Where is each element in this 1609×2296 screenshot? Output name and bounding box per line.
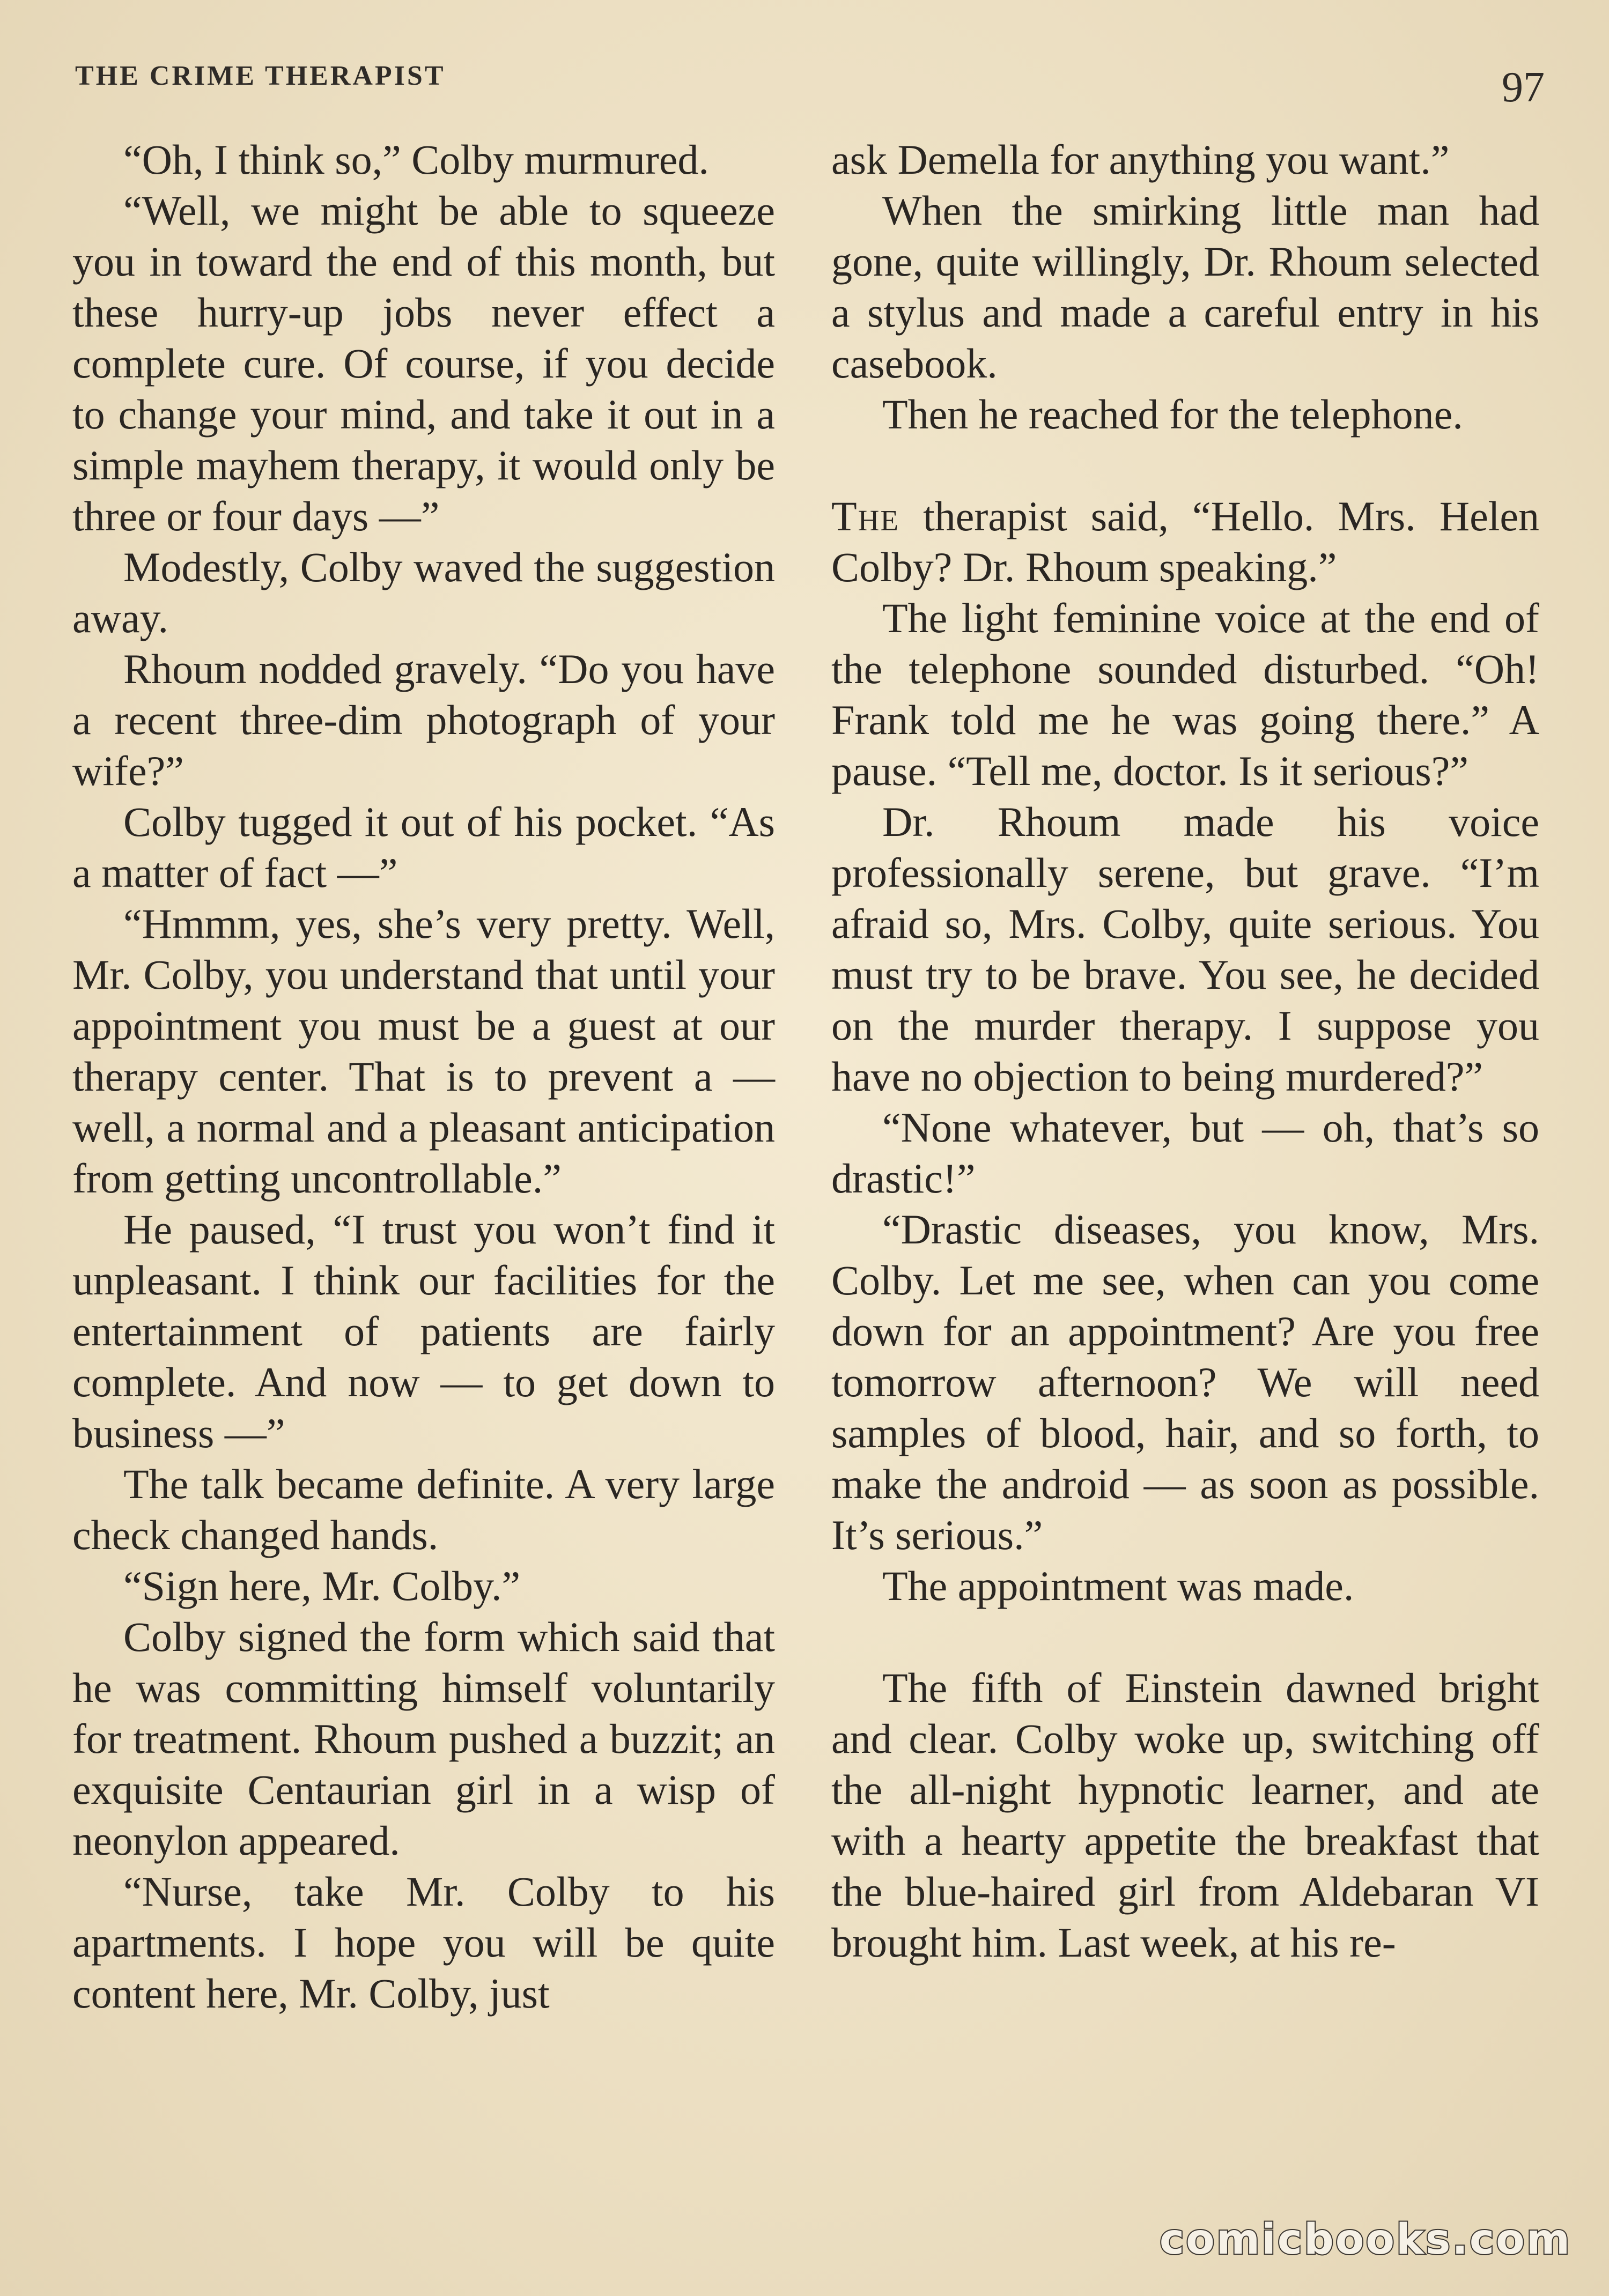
paragraph: “Sign here, Mr. Colby.” (123, 1562, 521, 1609)
paragraph: He paused, “I trust you won’t find it unpleasant. I think our facilities for the entertainment of patients are fairly complete. And now — to get down to business —” (72, 1206, 775, 1456)
paragraph: “Drastic diseases, you know, Mrs. Colby. Let me see, when can you come down for an appointment? Are you free tomorrow afternoon? We will need samples of blood, hair, and so forth, to make the android — as soon as possible. It’s serious.” (831, 1206, 1539, 1558)
paragraph: Then he reached for the telephone. (882, 391, 1463, 438)
paragraph: “Oh, I think so,” Colby murmured. (123, 136, 709, 183)
paragraph: The talk became definite. A very large check changed hands. (72, 1461, 775, 1558)
paragraph: “None whatever, but — oh, that’s so drastic!” (831, 1104, 1539, 1202)
page-number: 97 (1502, 64, 1545, 111)
paragraph: Dr. Rhoum made his voice professionally serene, but grave. “I’m afraid so, Mrs. Colby, quite serious. You must try to be brave. You see, he decided on the murder therapy. I suppose you have no objection to being murdered?” (831, 798, 1539, 1100)
paragraph: “Hmmm, yes, she’s very pretty. Well, Mr. Colby, you understand that until your appointment you must be a guest at our therapy center. That is to prevent a — well, a normal and a pleasant anticipation from getting uncontrollable.” (72, 900, 775, 1202)
paragraph: Colby signed the form which said that he was committing himself voluntarily for treatment. Rhoum pushed a buzzit; an exquisite Centaurian girl in a wisp of neonylon appeared. (72, 1613, 775, 1864)
paragraph: The appointment was made. (882, 1562, 1354, 1609)
section-opening-paragraph: The fifth of Einstein dawned bright and clear. Colby woke up, switching off the all-night hypnotic learner, and ate with a hearty appetite the breakfast that the blue-haired girl from Aldebaran VI brought him. Last week, at his re- (831, 1664, 1539, 1966)
paragraph-continuation: ask Demella for anything you want.” (831, 136, 1450, 183)
paragraph-text: therapist said, “Hello. Mrs. Helen Colby? Dr. Rhoum speaking.” (831, 493, 1539, 590)
paragraph: Colby tugged it out of his pocket. “As a matter of fact —” (72, 798, 775, 896)
right-column (831, 134, 1539, 1968)
paragraph: The light feminine voice at the end of the telephone sounded disturbed. “Oh! Frank told me he was going there.” A pause. “Tell me, doctor. Is it serious?” (831, 595, 1539, 794)
paragraph: “Nurse, take Mr. Colby to his apartments. I hope you will be quite content here, Mr. Colby, just (72, 1868, 775, 2017)
paragraph: Modestly, Colby waved the suggestion away. (72, 544, 775, 641)
running-head: THE CRIME THERAPIST (75, 61, 446, 91)
section-opening-paragraph (831, 491, 1539, 592)
paragraph: Rhoum nodded gravely. “Do you have a recent three-dim photograph of your wife?” (72, 646, 775, 794)
watermark-logo: comicbooks.com (1159, 2216, 1571, 2264)
paragraph: “Well, we might be able to squeeze you in toward the end of this month, but these hurry-up jobs never effect a complete cure. Of course, if you decide to change your mind, and take it out in a simple mayhem therapy, it would only be three or four days —” (72, 187, 775, 539)
left-column (72, 134, 775, 2019)
small-caps-lead: The (831, 493, 899, 539)
paragraph: When the smirking little man had gone, quite willingly, Dr. Rhoum selected a stylus and made a careful entry in his casebook. (831, 187, 1539, 387)
